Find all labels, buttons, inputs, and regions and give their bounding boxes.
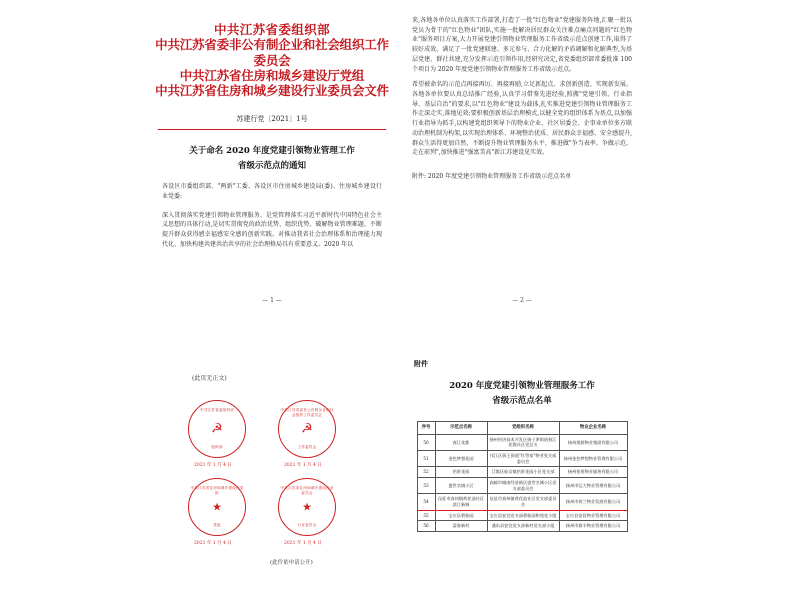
red-header-block [150, 22, 394, 98]
col-header-company: 物业企业名称 [559, 421, 627, 434]
table-body [417, 434, 627, 531]
red-header-line-3: 中共江苏省住房和城乡建设厅党组 [179, 67, 365, 83]
seal-1-top-text: 中共江苏省委组织部 [199, 408, 235, 412]
red-header-line-2: 中共江苏省委非公有制企业和社会组织工作委员会 [155, 37, 389, 68]
seal-2-bottom-text: 工作委员会 [297, 445, 317, 449]
col-header-party: 党组织名称 [487, 421, 559, 434]
seal-3-bottom-text: 党组 [213, 523, 221, 527]
seal-1-bottom-text: 组织部 [211, 445, 223, 449]
cell-no: 53 [417, 478, 435, 494]
table-row [417, 434, 627, 450]
seal-2-date: 2021 年 1 月 4 日 [284, 463, 322, 468]
official-seal-4 [278, 478, 336, 536]
seal-3-date: 2021 年 1 月 4 日 [194, 541, 232, 546]
seal-1-date: 2021 年 1 月 4 日 [194, 463, 232, 468]
page-number-2: — 2 — [512, 297, 532, 304]
page-title-line-1: 关于命名 2020 年度党建引领物业管理工作 [189, 146, 355, 157]
cell-party: 宝应县安宜党支部碧桂园和苑党小组 [487, 510, 559, 521]
page-title [150, 144, 394, 173]
cell-company: 扬州建源物业集团有限公司 [559, 434, 627, 450]
cell-party: 扬州经济技术开发区扬子津街道春江花都社区党总支 [487, 434, 559, 450]
cell-party: 仪征市真州镇荷花池社区党支部委员会 [487, 494, 559, 510]
notice-paragraph-2: 深入贯彻落实党建引领物业管理服务、是党管理落实习近平新时代中国特色社会主义思想的具体行动,是切实贯彻党的政治优势、组织优势、破解物业管理难题、不断提升群众获得感幸福感安全感的创新实践。对推动我省社会治理体系和治理能力现代化、加快构建共建共治共享的社会治理格局具有重要意义。2020 年以 [162, 211, 382, 248]
seal-area [150, 392, 394, 552]
red-header-wen: 文件 [364, 83, 389, 98]
cell-no: 56 [417, 521, 435, 532]
cell-party: 潘东县安宜党支部新村党支部小组 [487, 521, 559, 532]
red-header-line-1: 中共江苏省委组织部 [213, 22, 331, 37]
document-page-notice [150, 10, 394, 310]
notice-paragraph-1: 各设区市委组织部、"两新"工委、各设区市住房城乡建设局(委)、住房城乡建设行业党委: [162, 183, 382, 201]
document-page-appendix [400, 345, 644, 590]
cell-company: 扬州市弘大物业管理有限公司 [559, 478, 627, 494]
cell-site: 富春新村 [435, 521, 487, 532]
seal-2-top-text: 中共江苏省委非公有制企业和社会组织工作委员会 [280, 408, 334, 417]
cell-no: 50 [417, 434, 435, 450]
appendix-title [400, 379, 644, 409]
page-title-line-2: 省级示范点的通知 [237, 160, 306, 171]
cell-site: 盛世名城小区 [435, 478, 487, 494]
official-seal-2 [278, 400, 336, 458]
col-header-site: 示范点名称 [435, 421, 487, 434]
attachment-note: 附件: 2020 年度党建引领物业管理服务工作省级示范点名单 [412, 173, 572, 181]
cell-site: 春江花都 [435, 434, 487, 450]
red-divider-line [158, 129, 386, 130]
red-header-line-4-text: 中共江苏省住房和城乡建设行业委员会 [155, 83, 365, 98]
cell-site: 金色梦想花园 [435, 451, 487, 467]
table-header-row [417, 421, 627, 434]
cell-company: 扬州怡景物业服务有限公司 [559, 467, 627, 478]
appendix-title-line-2: 省级示范点名单 [492, 395, 552, 406]
seal-4-date: 2021 年 1 月 4 日 [284, 541, 322, 546]
continuation-paragraph-1: 来,各地各单位认真落实工作部署,打造了一批"红色物业"党建服务阵地,汇聚一批以党员为骨干的"红色物业"团队,实施一批解决居民群众关注难点痛点问题的"红色物业"服务项目方案,大力开展党建引领物业管理服务工作省级示范点创建工作,取得了较好成效。满足了一批党建联建、多元参与、合力化解的矛盾调解和化解典型,为基层党建、群社共建,充分发挥示范引领作用,经研究决定,省党委组织部常委批准 100 个项目为 2020 年度党建引领物业管理服务工作省级示范点。 [412, 17, 632, 73]
table-row [417, 478, 627, 494]
document-page-continuation [400, 10, 644, 310]
table-row [417, 521, 627, 532]
official-seal-1 [188, 400, 246, 458]
cell-site: 怡景花园 [435, 467, 487, 478]
seal-4-bottom-text: 行业委员会 [297, 523, 317, 527]
seal-4-top-text: 中共江苏省住房和城乡建设行业委员会 [280, 486, 334, 495]
document-page-seals [150, 345, 394, 590]
cell-no: 52 [417, 467, 435, 478]
cell-company: 扬州市荷兰物业发展有限公司 [559, 494, 627, 510]
seal-3-top-text: 中共江苏省住房和城乡建设厅党组 [190, 486, 244, 495]
cell-no: 51 [417, 451, 435, 467]
five-point-star-icon: ★ [212, 500, 222, 514]
five-point-star-icon-2: ★ [302, 500, 312, 514]
cell-no: 54 [417, 494, 435, 510]
table-row [417, 494, 627, 510]
appendix-title-line-1: 2020 年度党建引领物业管理服务工作 [449, 381, 595, 391]
table-row [417, 451, 627, 467]
cell-party: 江都区仙女镇怡景花园小区党支部 [487, 467, 559, 478]
cell-party: 高邮市城南经济新区盛世名城小区党支部委员会 [487, 478, 559, 494]
cell-company: 扬州市源丰物业管理有限公司 [559, 521, 627, 532]
col-header-no: 序号 [417, 421, 435, 434]
cell-site: 宝应县碧桂园 [435, 510, 487, 521]
hammer-sickle-icon-2: ☭ [301, 421, 313, 437]
red-header-line-4 [150, 83, 394, 98]
table-row [417, 467, 627, 478]
cell-no: 55 [417, 510, 435, 521]
cell-company: 扬州金色梦想物业管理有限公司 [559, 451, 627, 467]
cell-party: 邗江区蒋王街道"红管家"物业党支部委员会 [487, 451, 559, 467]
hammer-sickle-icon: ☭ [211, 421, 223, 437]
demonstration-sites-table [417, 421, 628, 532]
disclosure-note: (此件依申请公开) [270, 560, 313, 566]
page-number-1: — 1 — [262, 297, 282, 304]
cell-site: 仪征市真州镇荷花池社区滨江新城 [435, 494, 487, 510]
cell-company: 宝应县安居物业管理有限公司 [559, 510, 627, 521]
appendix-label: 附件 [414, 359, 428, 368]
table-row [417, 510, 627, 521]
blank-page-note: (此页无正文) [192, 375, 227, 382]
document-number: 苏建行党〔2021〕1号 [236, 115, 308, 124]
continuation-paragraph-2: 希望被命名的示范点再接再厉、再接再励,立足新起点、求创新创造、实现新发展。各地各单位要认真总结推广经验,认真学习借鉴先进经验,照搬"党建引领、行业指导、基层自治"的要求,以"红色物业"建设为载体,扎实推进党建引领物业管理服务工作走深走实,落地见效;要积极创新基层治理模式,以健全党的组织体系为基点,以加强行业指导为抓手,以构建党组织领导下的物业企业、社区居委会、企事业单位多方联动治理机制为构架,以实现治理体系、环境整治优质、居民群众幸福感、安全感提升,群众生活得更加自然、不断提升物业管理服务水平、推进做"争当表率、争做示范、走在前列",加快推进"强富美高"新江苏建设见实效。 [412, 81, 632, 157]
official-seal-3 [188, 478, 246, 536]
